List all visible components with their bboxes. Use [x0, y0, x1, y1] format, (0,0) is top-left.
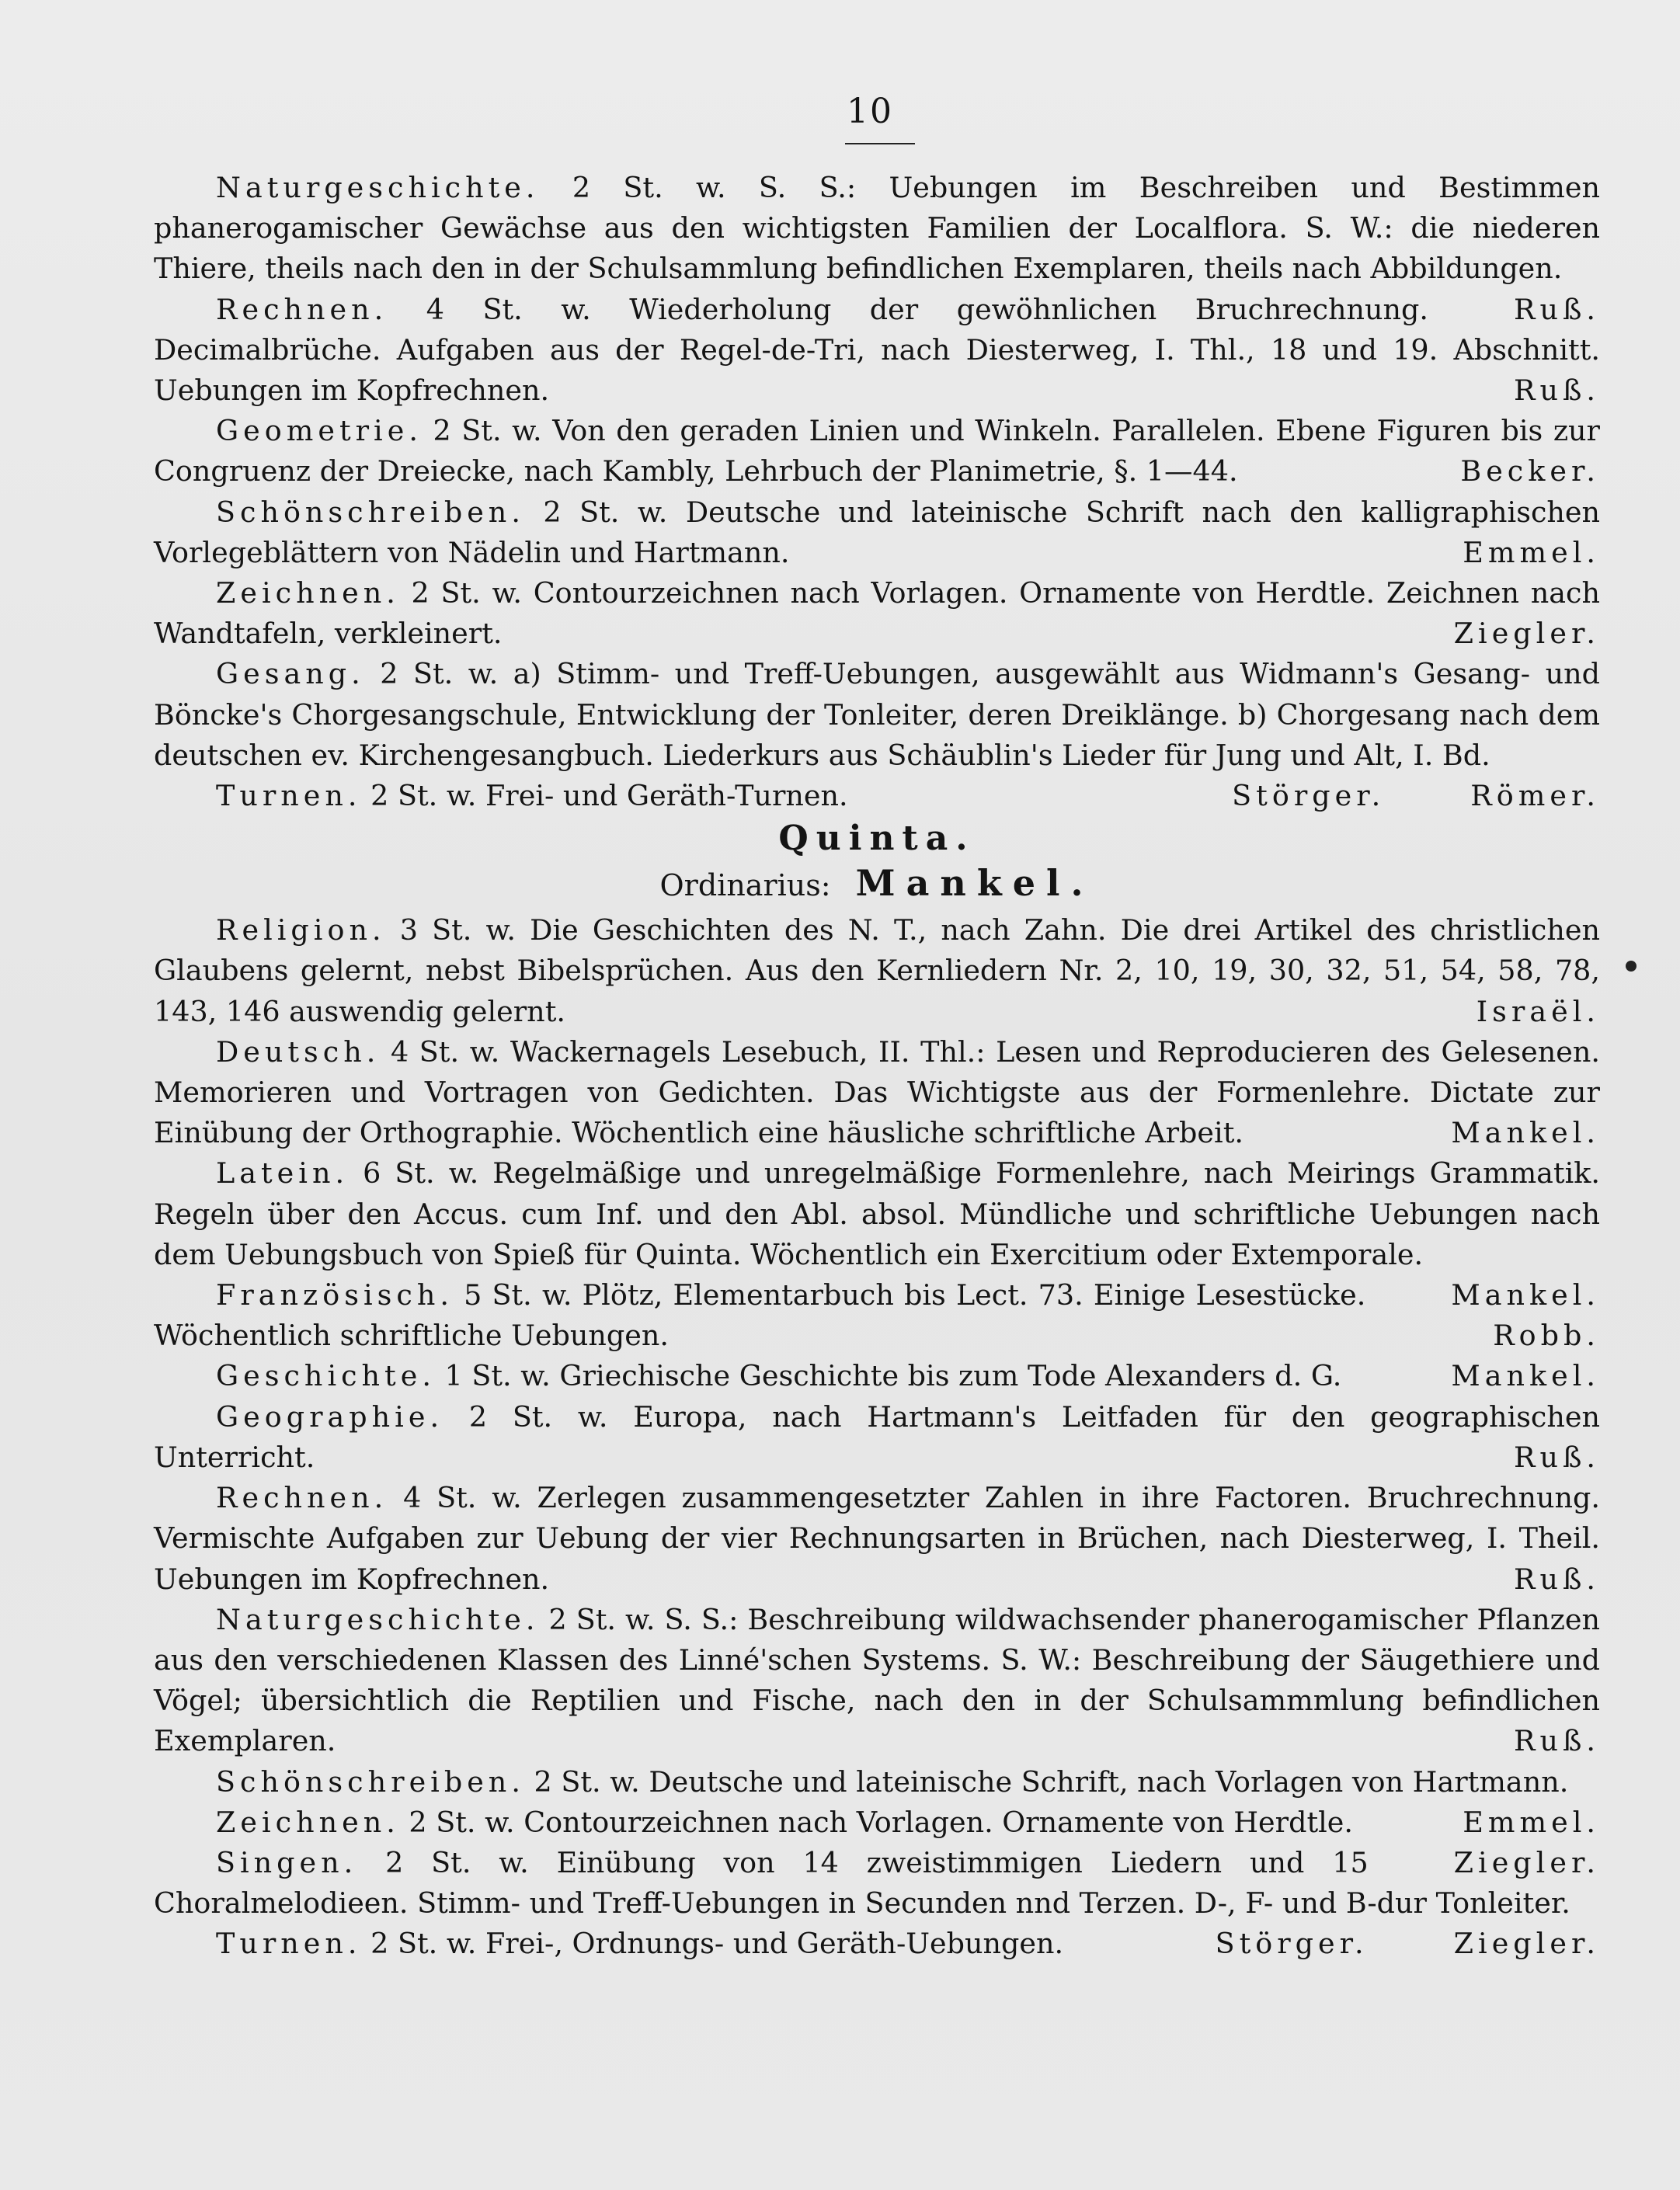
subject-description: 2 St. w. Deutsche und lateinische Schrift nach den kalligraphischen Vorlegeblättern von Nädelin und Hartmann. — [154, 495, 1600, 569]
subject-name: Naturgeschichte. — [216, 1602, 540, 1636]
subject-name: Turnen. — [216, 1927, 362, 1961]
subject-entry — [154, 290, 1600, 412]
teacher-name: Mankel. — [1451, 1278, 1600, 1312]
teacher-name: Israël. — [1476, 994, 1600, 1028]
subject-name: Geographie. — [216, 1399, 444, 1434]
subject-description: 4 St. w. Wackernagels Lesebuch, II. Thl.: Lesen und Reproducieren des Gelesenen. Memorieren und Vortragen von Gedichten. Das Wichtigste aus der Formenlehre. Dictate zur Einübung der Orthographie. Wöchentlich eine häusliche schriftliche Arbeit. — [154, 1034, 1600, 1150]
ordinarius-name: Mankel. — [855, 862, 1094, 905]
subject-name: Französisch. — [216, 1278, 454, 1312]
subject-name: Religion. — [216, 913, 386, 947]
subject-name: Gesang. — [216, 657, 365, 691]
subject-name: Zeichnen. — [216, 576, 400, 610]
teacher-name: Ziegler. — [1453, 1845, 1600, 1879]
teacher-name: Ziegler. — [1453, 617, 1600, 651]
subject-entry — [154, 1478, 1600, 1600]
page-number: 10 — [847, 92, 893, 131]
subject-description: 2 St. w. Frei- und Geräth-Turnen. — [361, 779, 848, 813]
subject-name: Rechnen. — [216, 1481, 388, 1515]
subject-name: Deutsch. — [216, 1034, 381, 1069]
teacher-name: Mankel. — [1451, 1116, 1600, 1150]
teacher-name: Ruß. — [1514, 1724, 1600, 1758]
subject-name: Rechnen. — [216, 292, 388, 326]
teacher-name: Störger. — [1215, 1927, 1369, 1961]
subject-description: 2 St. w. a) Stimm- und Treff-Uebungen, ausgewählt aus Widmann's Gesang- und Böncke's Chorgesangschule, Entwicklung der Tonleiter, deren Dreiklänge. b) Chorgesang nach dem deutschen ev. Kirchengesangbuch. Liederkurs aus Schäublin's Lieder für Jung und Alt, I. Bd. — [154, 657, 1600, 772]
subject-name: Geschichte. — [216, 1359, 436, 1393]
subject-name: Naturgeschichte. — [216, 171, 540, 204]
subject-entry — [154, 1032, 1600, 1154]
subject-description: 4 St. w. Zerlegen zusammengesetzter Zahlen in ihre Factoren. Bruchrechnung. Vermischte Aufgaben zur Uebung der vier Rechnungsarten in Brüchen, nach Diesterweg, I. Theil. Uebungen im Kopfrechnen. — [154, 1481, 1600, 1596]
subject-description: 2 St. w. Contourzeichnen nach Vorlagen. Ornamente von Herdtle. — [399, 1805, 1354, 1839]
subject-description: 1 St. w. Griechische Geschichte bis zum Tode Alexanders d. G. — [435, 1359, 1342, 1393]
subject-description: 2 St. w. Von den geraden Linien und Winkeln. Parallelen. Ebene Figuren bis zur Congruenz der Dreiecke, nach Kambly, Lehrbuch der Planimetrie, §. 1—44. — [154, 414, 1600, 488]
subject-description: 2 St. w. S. S.: Uebungen im Beschreiben und Bestimmen phanerogamischer Gewächse aus den wichtigsten Familien der Localflora. S. W.: die niederen Thiere, theils nach den in der Schulsammlung befindlichen Exemplaren, theils nach Abbildungen. — [154, 171, 1600, 286]
subject-description: 2 St. w. Europa, nach Hartmann's Leitfaden für den geographischen Unterricht. — [154, 1399, 1600, 1474]
teacher-name: Ruß. — [1514, 374, 1600, 408]
subject-name: Schönschreiben. — [216, 495, 525, 529]
subject-description: 2 St. w. Contourzeichnen nach Vorlagen. Ornamente von Herdtle. Zeichnen nach Wandtafeln, verkleinert. — [154, 576, 1600, 651]
subject-description: 6 St. w. Regelmäßige und unregelmäßige Formenlehre, nach Meirings Grammatik. Regeln über den Accus. cum Inf. und den Abl. absol. Mündliche und schriftliche Uebungen nach dem Uebungsbuch von Spieß für Quinta. Wöchentlich ein Exercitium oder Extemporale. — [154, 1156, 1600, 1271]
page-content — [154, 168, 1600, 1965]
subject-description: 2 St. w. S. S.: Beschreibung wildwachsender phanerogamischer Pflanzen aus den verschiedenen Klassen des Linné'schen Systems. S. W.: Beschreibung der Säugethiere und Vögel; übersichtlich die Reptilien und Fische, nach den in der Schulsammmlung befindlichen Exemplaren. — [154, 1602, 1600, 1758]
teacher-name: Emmel. — [1463, 1805, 1600, 1839]
ink-dot — [1626, 961, 1637, 972]
subject-description: 5 St. w. Plötz, Elementarbuch bis Lect. 73. Einige Lesestücke. Wöchentlich schriftliche Uebungen. — [154, 1278, 1366, 1353]
subject-description: 2 St. w. Einübung von 14 zweistimmigen Liedern und 15 Choralmelodieen. Stimm- und Treff-Uebungen in Secunden nnd Terzen. D-, F- und B-dur Tonleiter. — [154, 1845, 1570, 1921]
teacher-name: Becker. — [1460, 454, 1600, 488]
teacher-name: Ziegler. — [1453, 1927, 1600, 1961]
class-heading: Quinta. — [778, 819, 976, 859]
subject-entry — [154, 1397, 1600, 1478]
teacher-name: Emmel. — [1463, 535, 1600, 569]
subject-name: Singen. — [216, 1845, 358, 1879]
subject-name: Latein. — [216, 1156, 350, 1191]
teacher-name: Mankel. — [1451, 1359, 1600, 1393]
page-number-rule — [845, 143, 915, 144]
teacher-name: Ruß. — [1514, 1440, 1600, 1474]
subject-description: 2 St. w. Frei-, Ordnungs- und Geräth-Uebungen. — [361, 1927, 1064, 1961]
section-previous-class — [154, 168, 1600, 816]
subject-entry — [154, 411, 1600, 492]
subject-name: Schönschreiben. — [216, 1764, 525, 1799]
ordinarius-label: Ordinarius: — [659, 868, 831, 903]
subject-description: 4 St. w. Wiederholung der gewöhnlichen Bruchrechnung. Decimalbrüche. Aufgaben aus der Regel-de-Tri, nach Diesterweg, I. Thl., 18 und 19. Abschnitt. Uebungen im Kopfrechnen. — [154, 292, 1600, 408]
subject-entry — [154, 1600, 1600, 1762]
section-quinta — [154, 910, 1600, 1964]
teacher-name: Ruß. — [1514, 292, 1600, 326]
teacher-name: Robb. — [1493, 1319, 1600, 1353]
subject-entry — [154, 776, 1600, 816]
subject-name: Zeichnen. — [216, 1805, 400, 1839]
subject-entry — [154, 573, 1600, 654]
subject-entry — [154, 910, 1600, 1032]
subject-name: Geometrie. — [216, 414, 423, 448]
subject-description: 3 St. w. Die Geschichten des N. T., nach Zahn. Die drei Artikel des christlichen Glaubens gelernt, nebst Bibelsprüchen. Aus den Kernliedern Nr. 2, 10, 19, 30, 32, 51, 54, 58, 78, 143, 146 auswendig gelernt. — [154, 913, 1600, 1028]
subject-name: Turnen. — [216, 779, 362, 813]
ordinarius-line — [154, 861, 1600, 907]
subject-entry — [154, 492, 1600, 573]
teacher-name: Störger. — [1232, 779, 1386, 813]
subject-description: 2 St. w. Deutsche und lateinische Schrift, nach Vorlagen von Hartmann. — [524, 1764, 1569, 1799]
teacher-name: Römer. — [1470, 779, 1600, 813]
teacher-name: Ruß. — [1514, 1562, 1600, 1596]
subject-entry — [154, 1356, 1600, 1396]
